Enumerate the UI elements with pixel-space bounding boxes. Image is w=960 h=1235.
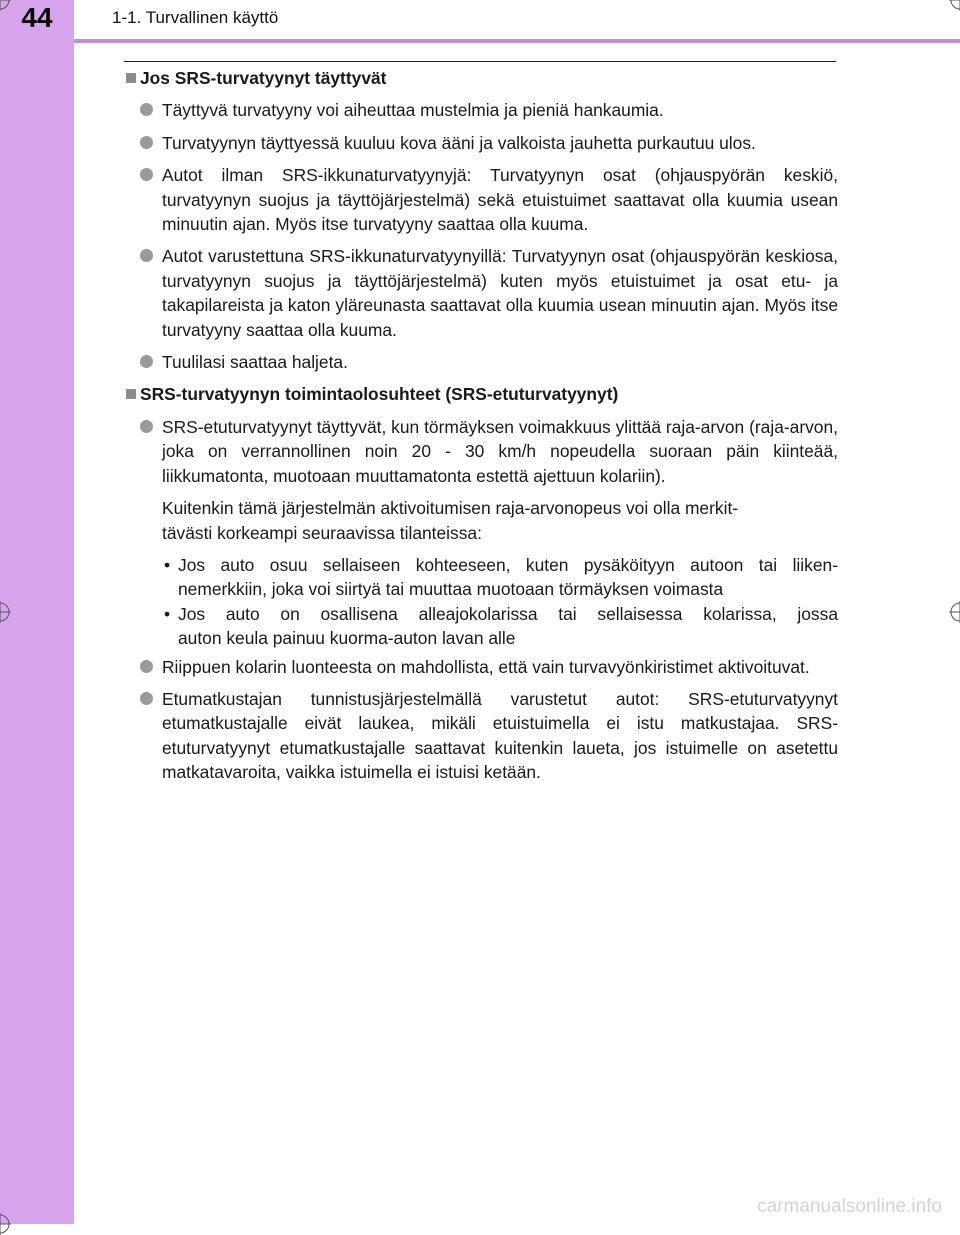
sub-list: [124, 553, 838, 651]
circle-bullet-icon: [140, 103, 153, 116]
color-sidebar: [0, 0, 74, 1224]
list-item-text: Täyttyvä turvatyyny voi aiheuttaa mustelmia ja pieniä hankaumia.: [162, 100, 664, 121]
page-number: 44: [21, 2, 53, 33]
content-rule: [124, 61, 836, 62]
list-item-text: Etumatkustajan tunnistusjärjestelmällä varustetut autot: SRS-etuturvatyynyt etumatkustajalle eivät laukea, mikäli etuistuimella ei istu matkustajaa. SRS-etuturvatyynyt etumatkustajalle saattavat kuitenkin laueta, jos istuimelle on asetettu matkatavaroita, vaikka istuimella ei istuisi ketään.: [162, 688, 838, 783]
list-item-text: Riippuen kolarin luonteesta on mahdollista, että vain turvavyönkiristimet aktivoituvat.: [162, 656, 810, 677]
section-heading: [124, 382, 838, 406]
circle-bullet-icon: [140, 692, 153, 705]
circle-bullet-icon: [140, 249, 153, 262]
sub-list-item: [124, 602, 838, 651]
list-item: [124, 350, 838, 374]
list-item-text: Autot ilman SRS-ikkunaturvatyynyjä: Turvatyynyn osat (ohjauspyörän keskiö, turvatyynyn suojus ja täyttöjärjestelmä) sekä etuistuimet saattavat olla kuumia usean minuutin ajan. Myös itse turvatyyny saattaa olla kuuma.: [162, 165, 838, 235]
section-title: 1-1. Turvallinen käyttö: [112, 8, 279, 27]
crop-mark-icon: [949, 601, 960, 623]
list-item: [124, 415, 838, 488]
list-item: [124, 131, 838, 155]
heading-text: SRS-turvatyynyn toimintaolosuhteet (SRS-etuturvatyynyt): [140, 384, 619, 405]
list-item: [124, 163, 838, 236]
square-bullet-icon: [126, 389, 136, 399]
circle-bullet-icon: [140, 420, 153, 433]
crop-mark-icon: [0, 601, 11, 623]
sub-list-item: [124, 553, 838, 602]
crop-mark-icon: [0, 1213, 11, 1235]
list-item-text: Turvatyynyn täyttyessä kuuluu kova ääni ja valkoista jauhetta purkautuu ulos.: [162, 132, 756, 153]
square-bullet-icon: [126, 73, 136, 83]
sub-item-line: auton keula painuu kuorma-auton lavan alle: [178, 628, 516, 649]
circle-bullet-icon: [140, 168, 153, 181]
watermark: carmanualsonline.info: [757, 1196, 942, 1217]
circle-bullet-icon: [140, 136, 153, 149]
list-item: [124, 98, 838, 122]
circle-bullet-icon: [140, 355, 153, 368]
sub-item-line: Jos auto on osallisena alleajokolarissa tai sellaisessa kolarissa, jossa: [178, 603, 838, 624]
heading-text: Jos SRS-turvatyynyt täyttyvät: [140, 68, 387, 88]
crop-mark-icon: [0, 0, 11, 11]
list-item: [124, 655, 838, 679]
page-content: [124, 66, 838, 793]
sub-item-line: Jos auto osuu sellaiseen kohteeseen, kuten pysäköityyn autoon tai liiken-: [178, 554, 838, 575]
sub-item-line: nemerkkiin, joka voi siirtyä tai muuttaa muotoaan törmäyksen voimasta: [178, 579, 724, 600]
dot-bullet-icon: •: [164, 603, 171, 624]
list-item: [124, 687, 838, 785]
list-item: [124, 244, 838, 342]
paragraph: [124, 496, 838, 545]
header-rule: [74, 39, 960, 43]
dot-bullet-icon: •: [164, 554, 171, 575]
paragraph-line: Kuitenkin tämä järjestelmän aktivoitumisen raja-arvonopeus voi olla merkit-: [162, 498, 739, 519]
paragraph-line: tävästi korkeampi seuraavissa tilanteissa:: [162, 522, 482, 543]
section-heading: [124, 66, 838, 90]
list-item-text: SRS-etuturvatyynyt täyttyvät, kun törmäyksen voimakkuus ylittää raja-arvon (raja-arvon, joka on verrannollinen noin 20 - 30 km/h nopeudella suoraan päin kiinteää, liikkumatonta, muotoaan muuttamatonta estettä ajettuun kolariin).: [162, 416, 838, 486]
list-item-text: Autot varustettuna SRS-ikkunaturvatyynyillä: Turvatyynyn osat (ohjauspyörän keskiosa, turvatyynyn suojus ja täyttöjärjestelmä) kuten myös etuistuimet ja osat etu- ja takapilareista ja katon yläreunasta saattavat olla kuumia usean minuutin ajan. Myös itse turvatyyny saattaa olla kuuma.: [162, 246, 838, 340]
list-item-text: Tuulilasi saattaa haljeta.: [162, 352, 348, 373]
crop-mark-icon: [949, 0, 960, 11]
circle-bullet-icon: [140, 660, 153, 673]
